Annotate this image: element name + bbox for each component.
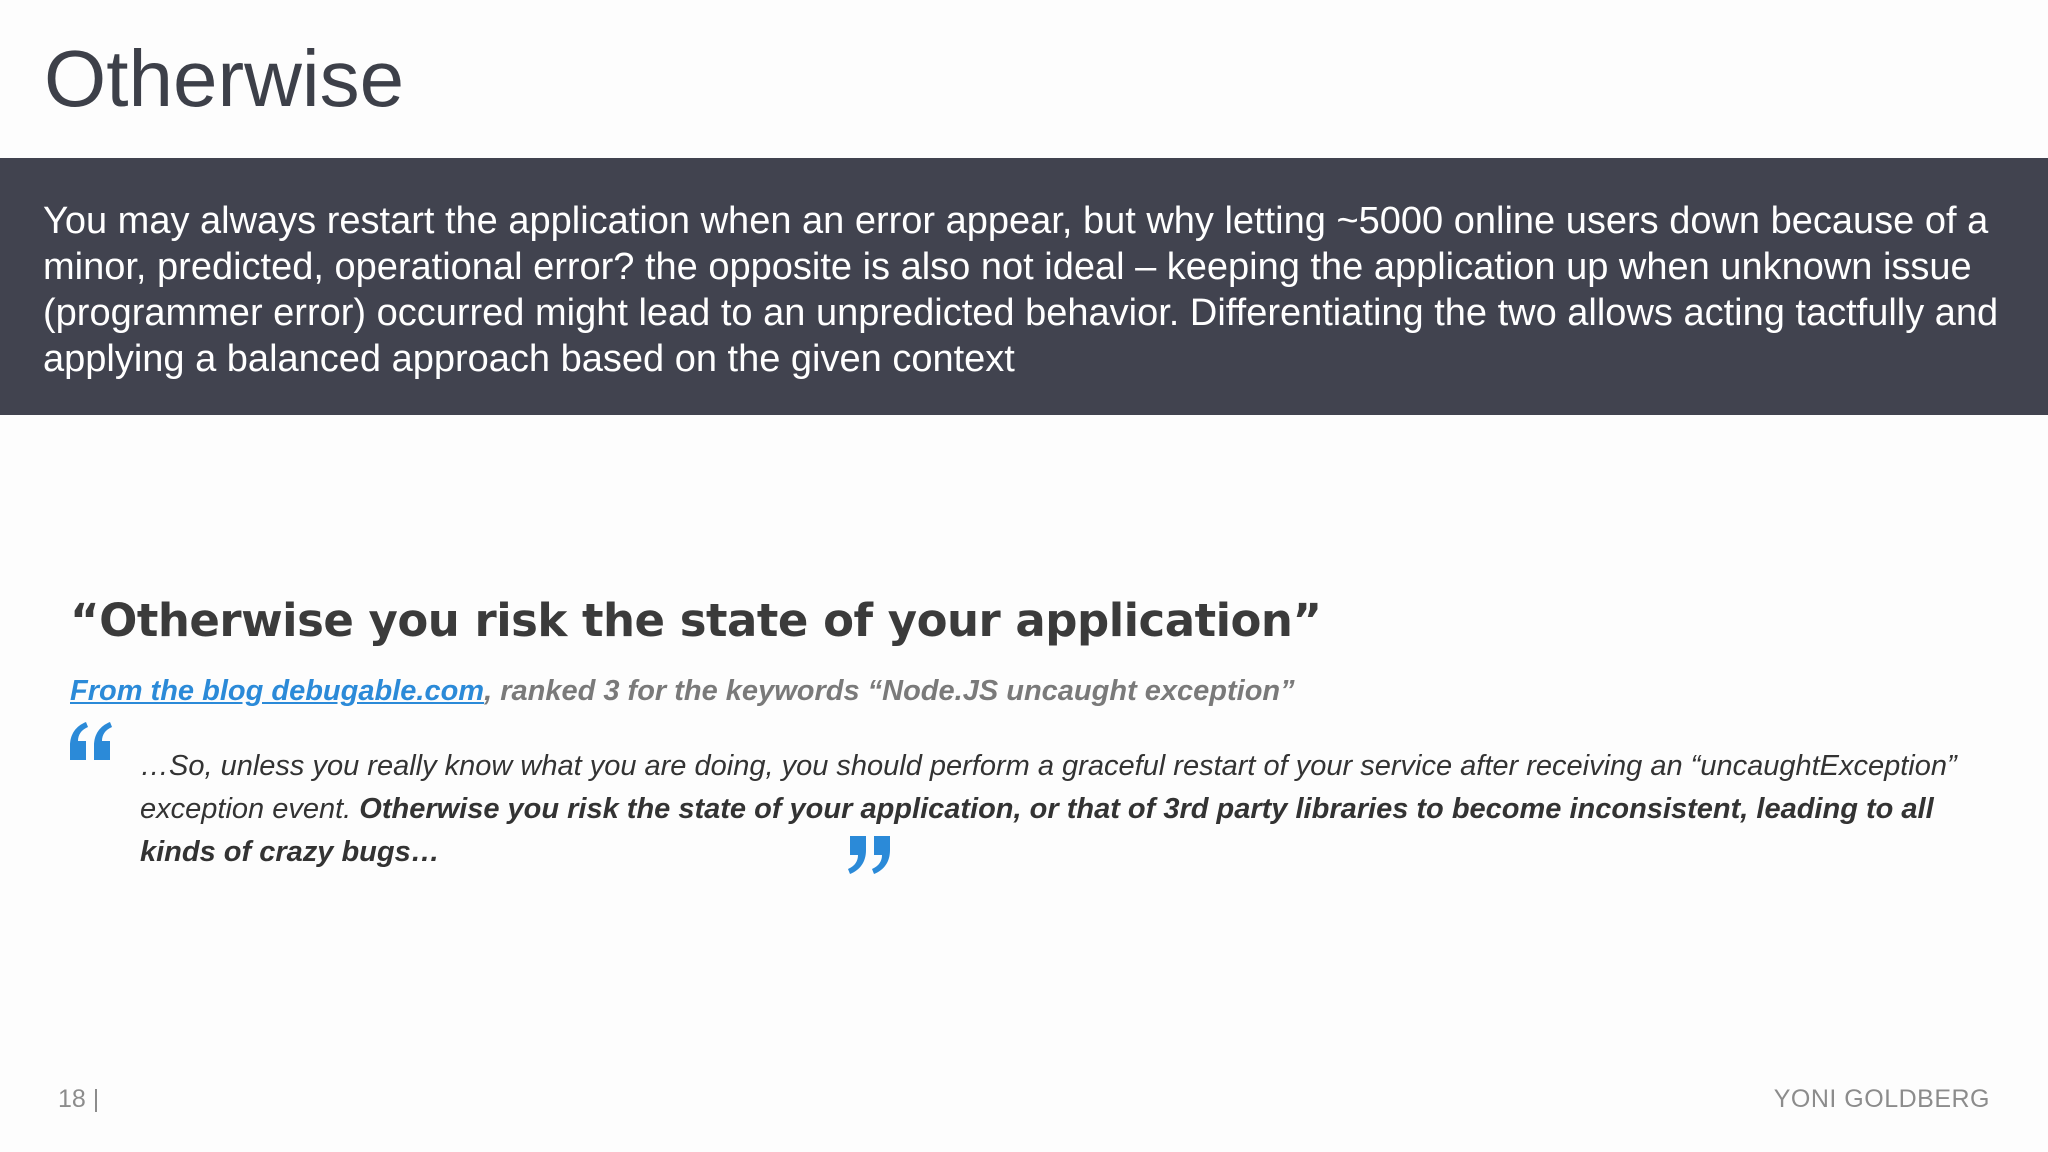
quote-heading: “Otherwise you risk the state of your application” (70, 594, 1322, 647)
quote-body-bold: Otherwise you risk the state of your application, or that of 3rd party libraries to become inconsistent, leading to all kinds of crazy bugs… (140, 793, 1934, 868)
source-description: , ranked 3 for the keywords “Node.JS uncaught exception” (484, 675, 1295, 707)
quote-body (140, 745, 2000, 874)
quote-body-plain: …So, unless you really know what you are doing, you should perform a graceful restart of your service after receiving an “uncaughtException” exception event. (140, 750, 1957, 825)
close-quote-icon (846, 830, 896, 890)
slide-title: Otherwise (44, 34, 405, 123)
banner-text: You may always restart the application when an error appear, but why letting ~5000 online users down because of a minor, predicted, operational error? the opposite is also not ideal – keeping the application up when unknown issue (programmer error) occurred might lead to an unpredicted behavior. Differentiating the two allows acting tactfully and applying a balanced approach based on the given context (43, 200, 1999, 380)
source-line (70, 671, 1295, 711)
author-name: YONI GOLDBERG (1773, 1085, 1990, 1113)
source-link[interactable]: From the blog debugable.com (70, 675, 485, 707)
page-number: 18 | (58, 1085, 100, 1113)
open-quote-icon (66, 716, 116, 776)
